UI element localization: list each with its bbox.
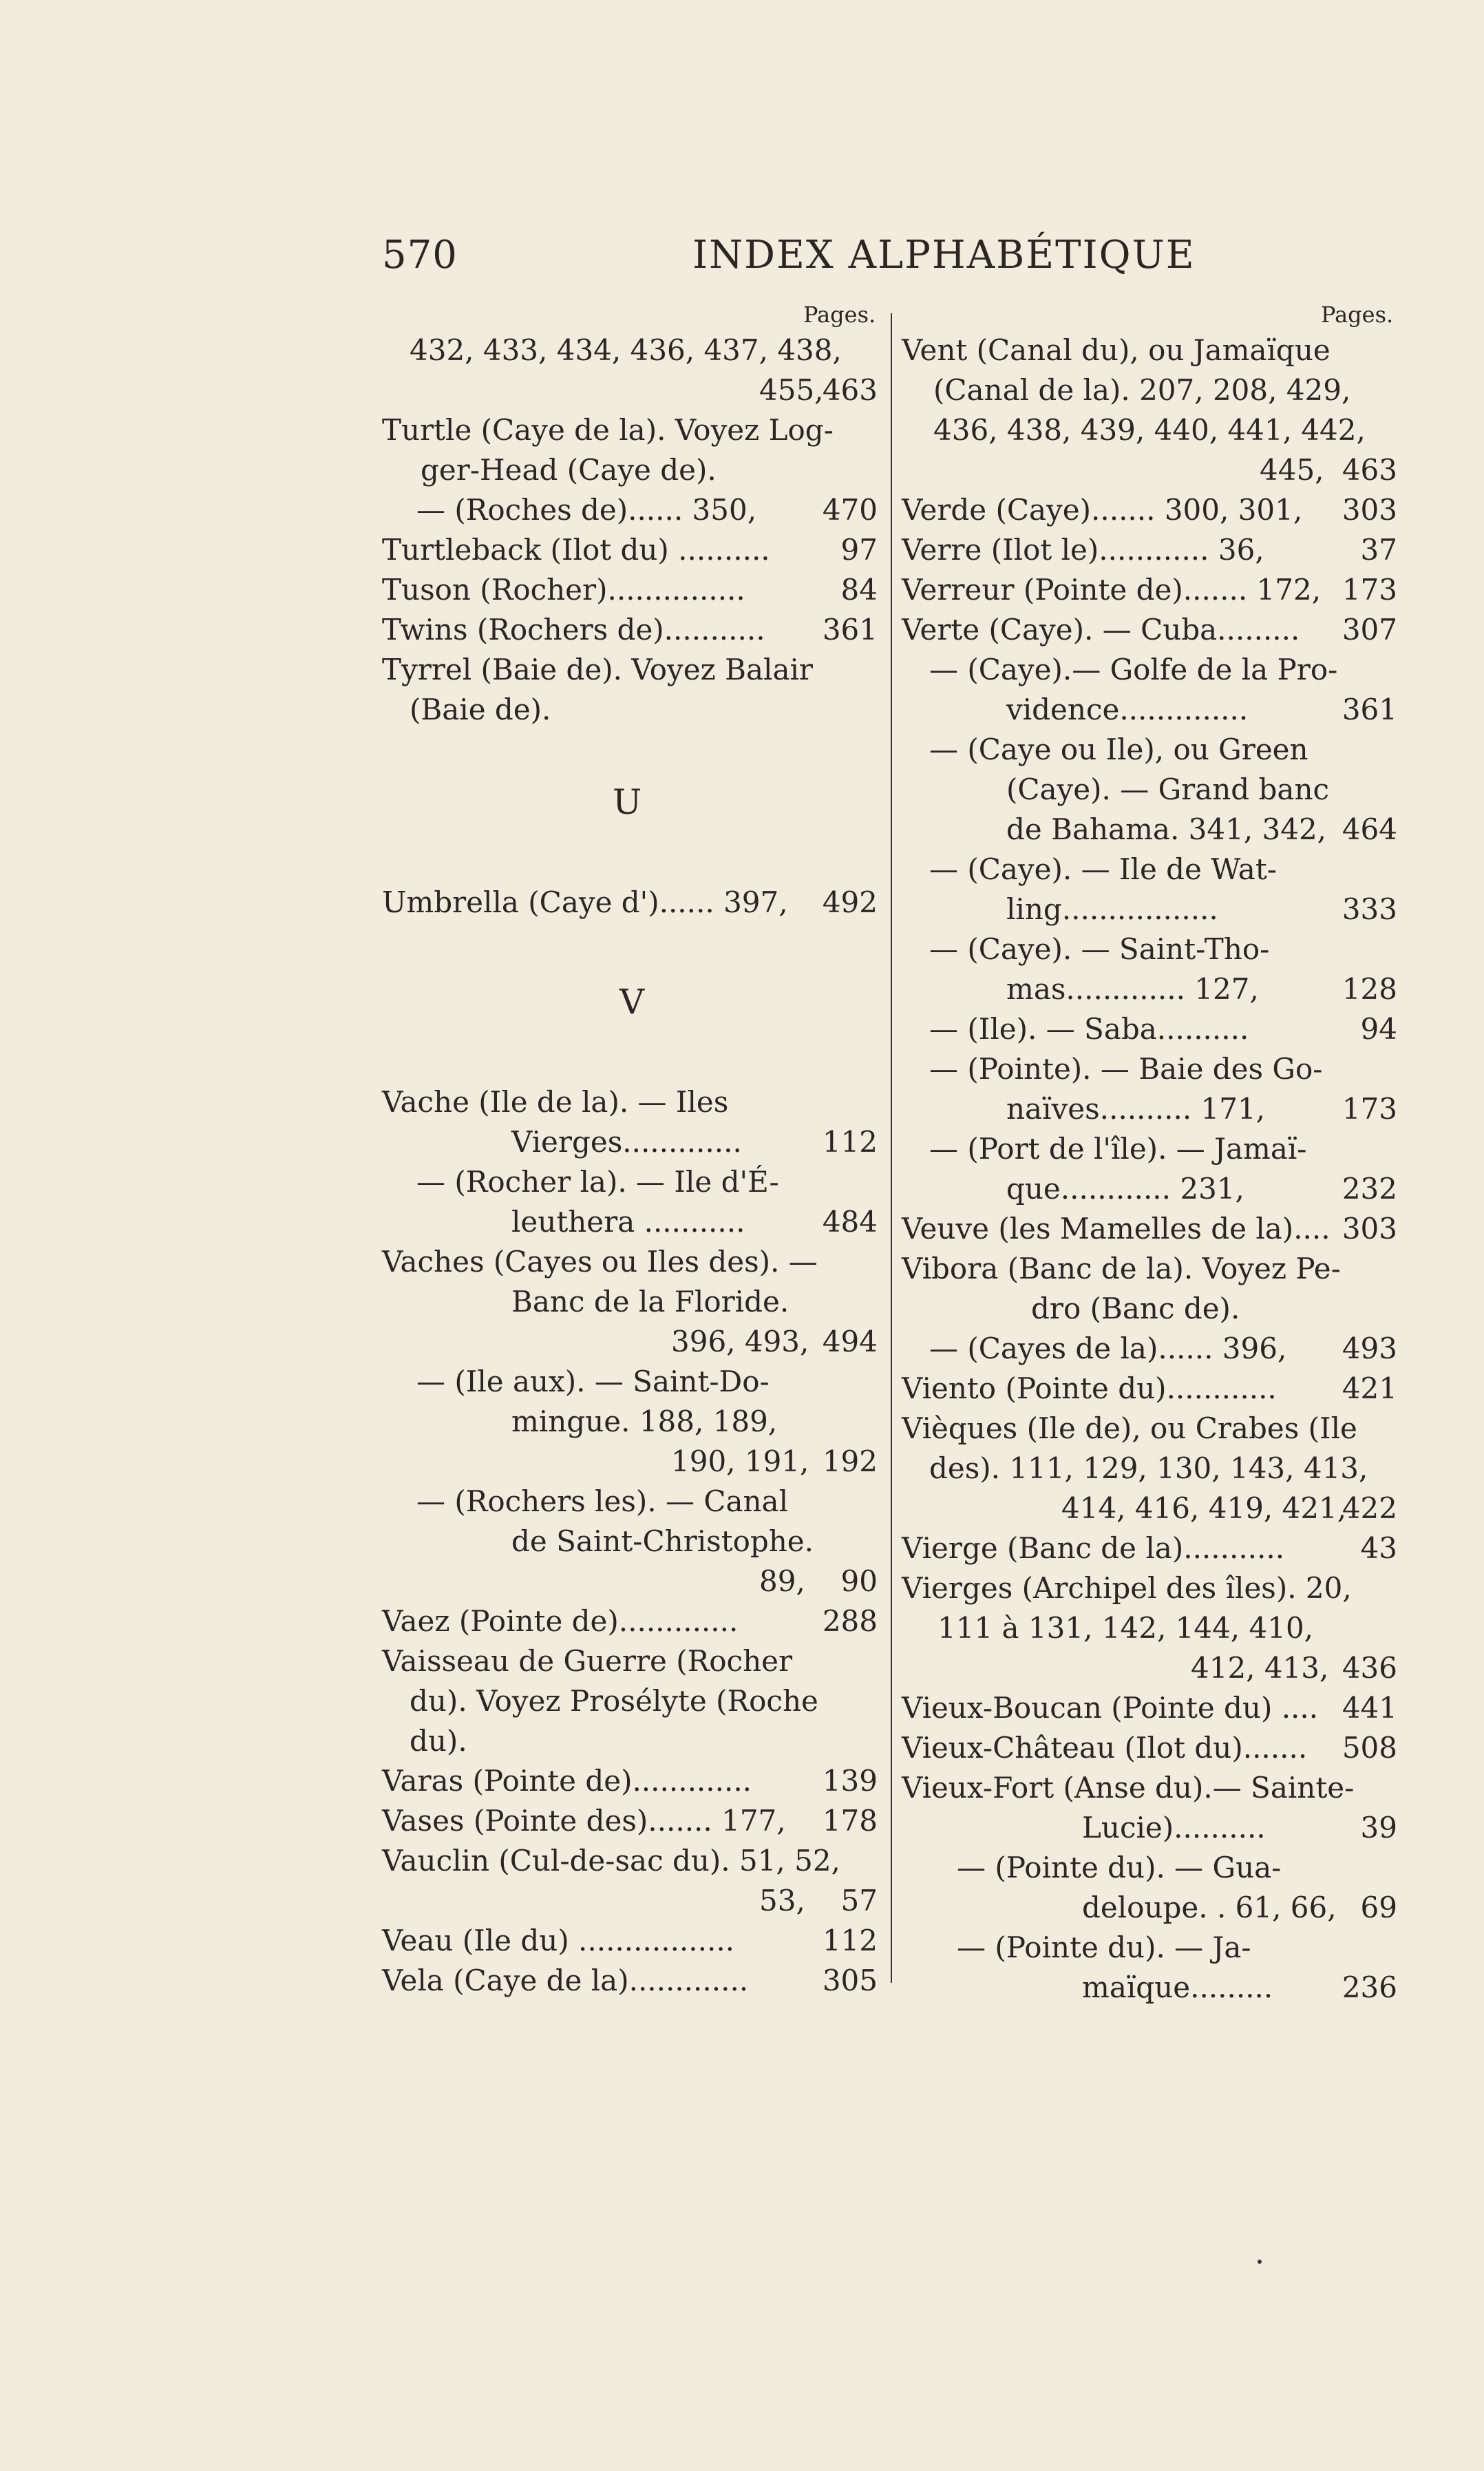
index-line: Turtle (Caye de la). Voyez Log-: [382, 413, 834, 447]
index-line: Vache (Ile de la). — Iles: [382, 1085, 729, 1119]
index-line: Vaches (Cayes ou Iles des). —: [382, 1245, 818, 1279]
index-line: Vieux-Boucan (Pointe du) .... 441: [902, 1691, 1397, 1725]
index-line: 111 à 131, 142, 144, 410,: [937, 1611, 1314, 1645]
index-line: Lucie).......... 39: [1082, 1811, 1397, 1844]
index-line: Verre (Ilot le)............ 36, 37: [902, 533, 1397, 567]
index-line: 412, 413, 436: [1191, 1651, 1397, 1685]
index-line: deloupe. . 61, 66, 69: [1082, 1891, 1397, 1924]
index-line: Tuson (Rocher)............... 84: [382, 573, 878, 607]
index-line: Verde (Caye)....... 300, 301, 303: [902, 493, 1397, 527]
pages-label-right: Pages.: [1321, 302, 1394, 328]
index-line: Vièques (Ile de), ou Crabes (Ile: [902, 1411, 1357, 1445]
index-line: (Caye). — Grand banc: [1006, 772, 1330, 806]
index-line: Tyrrel (Baie de). Voyez Balair: [382, 653, 814, 686]
index-line: — (Roches de)...... 350, 470: [416, 493, 878, 527]
index-line: leuthera ........... 484: [511, 1205, 878, 1239]
index-line: (Canal de la). 207, 208, 429,: [933, 373, 1351, 407]
index-line: — (Ile aux). — Saint-Do-: [416, 1365, 770, 1398]
index-line: — (Ile). — Saba.......... 94: [929, 1012, 1397, 1046]
index-line: maïque......... 236: [1082, 1970, 1397, 2004]
pages-label-left: Pages.: [803, 302, 876, 328]
index-line: Vieux-Fort (Anse du).— Sainte-: [902, 1771, 1355, 1805]
section-letter-u: U: [613, 782, 642, 822]
index-line: mingue. 188, 189,: [511, 1405, 778, 1438]
index-line: 190, 191, 192: [671, 1444, 878, 1478]
index-line: Umbrella (Caye d')...... 397, 492: [382, 885, 878, 919]
index-line: de Saint-Christophe.: [511, 1524, 814, 1558]
index-line: 436, 438, 439, 440, 441, 442,: [933, 413, 1366, 447]
index-line: 414, 416, 419, 421, 422: [1061, 1491, 1397, 1525]
index-line: 396, 493, 494: [671, 1325, 878, 1358]
section-letter-v: V: [619, 982, 645, 1022]
index-line: — (Rocher la). — Ile d'É-: [416, 1165, 779, 1199]
index-line: vidence.............. 361: [1006, 693, 1397, 726]
index-line: ger-Head (Caye de).: [421, 453, 717, 487]
index-line: (Baie de).: [410, 693, 551, 726]
index-line: 89, 90: [759, 1564, 878, 1598]
index-line: que............ 231, 232: [1006, 1172, 1397, 1206]
index-line: du).: [410, 1724, 467, 1758]
column-divider: [891, 313, 892, 1983]
index-line: Vases (Pointe des)....... 177, 178: [382, 1804, 878, 1838]
index-line: 455, 463: [759, 373, 878, 407]
index-line: naïves.......... 171, 173: [1006, 1092, 1397, 1126]
index-line: — (Pointe du). — Ja-: [957, 1931, 1251, 1964]
index-line: Vela (Caye de la)............. 305: [382, 1964, 878, 1997]
running-head: INDEX ALPHABÉTIQUE: [692, 233, 1196, 277]
index-line: 445, 463: [1260, 453, 1397, 487]
index-line: Veau (Ile du) ................. 112: [382, 1924, 878, 1957]
index-line: Vaez (Pointe de)............. 288: [382, 1604, 878, 1638]
index-line: — (Rochers les). — Canal: [416, 1484, 789, 1518]
index-line: Vierge (Banc de la)........... 43: [902, 1531, 1397, 1565]
index-line: Vent (Canal du), ou Jamaïque: [902, 333, 1331, 367]
index-line: 53, 57: [759, 1884, 878, 1917]
index-line: — (Caye).— Golfe de la Pro-: [929, 653, 1338, 686]
index-line: Vibora (Banc de la). Voyez Pe-: [902, 1252, 1341, 1285]
index-line: Vauclin (Cul-de-sac du). 51, 52,: [382, 1844, 840, 1878]
index-line: Verreur (Pointe de)....... 172, 173: [902, 573, 1397, 607]
page-number: 570: [382, 233, 458, 277]
index-line: Banc de la Floride.: [511, 1285, 789, 1318]
index-line: Viento (Pointe du)............ 421: [902, 1371, 1397, 1405]
index-line: mas............. 127, 128: [1006, 972, 1397, 1006]
index-line: des). 111, 129, 130, 143, 413,: [929, 1451, 1368, 1485]
index-line: — (Cayes de la)...... 396, 493: [929, 1332, 1397, 1365]
index-line: du). Voyez Prosélyte (Roche: [410, 1684, 818, 1718]
index-line: Turtleback (Ilot du) .......... 97: [382, 533, 878, 567]
index-line: ling................. 333: [1006, 892, 1397, 926]
ink-speck: [1258, 2260, 1262, 2264]
index-line: de Bahama. 341, 342, 464: [1006, 812, 1397, 846]
index-line: Veuve (les Mamelles de la).... 303: [902, 1212, 1397, 1245]
index-line: Varas (Pointe de)............. 139: [382, 1764, 878, 1798]
index-line: — (Port de l'île). — Jamaï-: [929, 1132, 1307, 1166]
index-line: Twins (Rochers de)........... 361: [382, 613, 878, 646]
index-line: — (Pointe du). — Gua-: [957, 1851, 1282, 1884]
index-line: — (Caye ou Ile), ou Green: [929, 733, 1308, 766]
index-line: Vieux-Château (Ilot du)....... 508: [902, 1731, 1397, 1765]
index-line: — (Caye). — Ile de Wat-: [929, 852, 1277, 886]
index-line: Verte (Caye). — Cuba......... 307: [902, 613, 1397, 646]
index-line: — (Caye). — Saint-Tho-: [929, 932, 1270, 966]
index-line: dro (Banc de).: [1031, 1292, 1240, 1325]
index-line: — (Pointe). — Baie des Go-: [929, 1052, 1323, 1086]
index-line: Vaisseau de Guerre (Rocher: [382, 1644, 793, 1678]
index-line: 432, 433, 434, 436, 437, 438,: [410, 333, 842, 367]
index-line: Vierges............. 112: [511, 1125, 878, 1159]
index-line: Vierges (Archipel des îles). 20,: [902, 1571, 1352, 1605]
